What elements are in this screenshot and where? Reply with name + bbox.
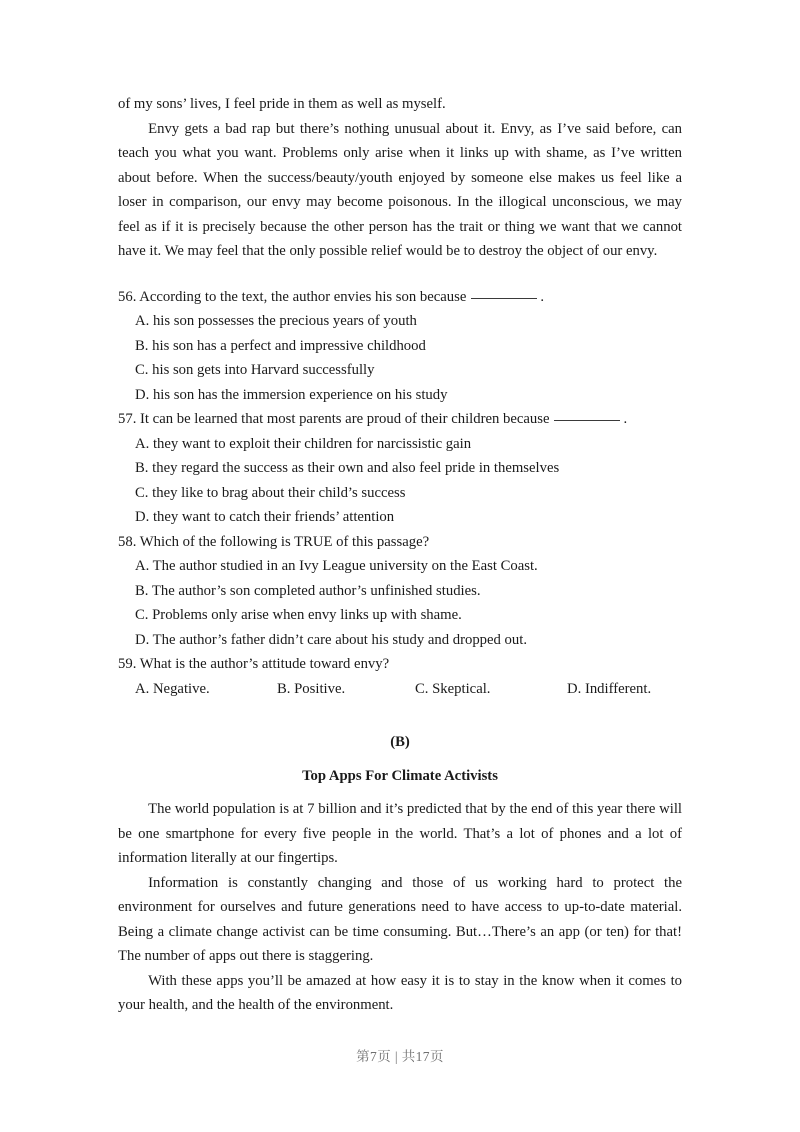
option-57-a[interactable]: A. they want to exploit their children for narcissistic gain [135,435,472,452]
question-stem-58 [118,530,682,555]
question-block-57 [118,407,682,530]
option-59-a[interactable]: A. Negative. [135,680,210,697]
question-block-58 [118,530,682,653]
passage-a-paragraph: Envy gets a bad rap but there’s nothing unusual about it. Envy, as I’ve said before, can teach you what you want. Problems only arise when it links up with shame, as I’ve written about before. When the success/beauty/youth enjoyed by someone else makes us feel like a loser in comparison, our envy may become poisonous. In the illogical unconscious, we may feel as if it is precisely because the other person has the trait or thing we want that we cannot have it. We may feel that the only possible relief would be to destroy the object of our envy. [118,120,682,259]
question-text-57: It can be learned that most parents are proud of their children because [140,411,550,427]
option-58-c[interactable]: C. Problems only arise when envy links up with shame. [135,607,462,623]
question-stem-59 [118,652,682,677]
document-page [118,0,682,1132]
section-label-b: (B) [390,734,410,750]
option-59-b[interactable]: B. Positive. [277,680,346,697]
option-56-a[interactable]: A. his son possesses the precious years of youth [135,313,417,329]
answer-blank-56[interactable] [471,298,537,299]
option-56-b[interactable]: B. his son has a perfect and impressive childhood [135,337,426,354]
passage-b-paragraph-1: The world population is at 7 billion and it’s predicted that by the end of this year there will be one smartphone for every five people in the world. That’s a lot of phones and a lot of information literally at our fingertips. [118,801,682,866]
question-text-59: What is the author’s attitude toward envy? [139,656,390,672]
option-59-c[interactable]: C. Skeptical. [415,680,491,697]
question-number-56: 56. [118,288,137,305]
option-59-d[interactable]: D. Indifferent. [567,680,652,697]
question-number-57: 57. [118,411,137,427]
question-stem-56 [118,285,682,310]
question-text-58: Which of the following is TRUE of this passage? [139,533,430,550]
option-56-d[interactable]: D. his son has the immersion experience on his study [135,386,448,403]
option-58-d[interactable]: D. The author’s father didn’t care about his study and dropped out. [135,631,527,648]
option-56-c[interactable]: C. his son gets into Harvard successfully [135,362,375,378]
passage-a-continued-line: of my sons’ lives, I feel pride in them as well as myself. [118,96,446,112]
option-58-a[interactable]: A. The author studied in an Ivy League university on the East Coast. [135,558,538,574]
question-punct-57: . [623,411,628,427]
question-block-59 [118,652,682,701]
option-57-c[interactable]: C. they like to brag about their child’s success [135,484,406,501]
question-number-59: 59. [118,656,137,672]
question-number-58: 58. [118,533,137,550]
option-58-b[interactable]: B. The author’s son completed author’s unfinished studies. [135,582,481,599]
question-punct-56: . [540,288,545,305]
answer-blank-57[interactable] [554,420,620,421]
question-block-56 [118,285,682,408]
option-57-b[interactable]: B. they regard the success as their own and also feel pride in themselves [135,460,560,476]
option-row-59 [118,677,682,702]
passage-b-paragraph-2: Information is constantly changing and those of us working hard to protect the environment for ourselves and future generations need to have access to up-to-date material. Being a climate change activist can be time consuming. But…There’s an app (or ten) for that! The number of apps out there is staggering. [118,874,682,964]
page-indicator: 第7页 | 共17页 [356,1049,444,1064]
question-text-56: According to the text, the author envies his son because [139,288,467,305]
page-footer [0,1045,800,1065]
passage-b-paragraph-3: With these apps you’ll be amazed at how easy it is to stay in the know when it comes to your health, and the health of the environment. [118,972,682,1013]
passage-b-title: Top Apps For Climate Activists [302,767,498,784]
question-stem-57 [118,407,682,432]
option-57-d[interactable]: D. they want to catch their friends’ attention [135,509,395,525]
